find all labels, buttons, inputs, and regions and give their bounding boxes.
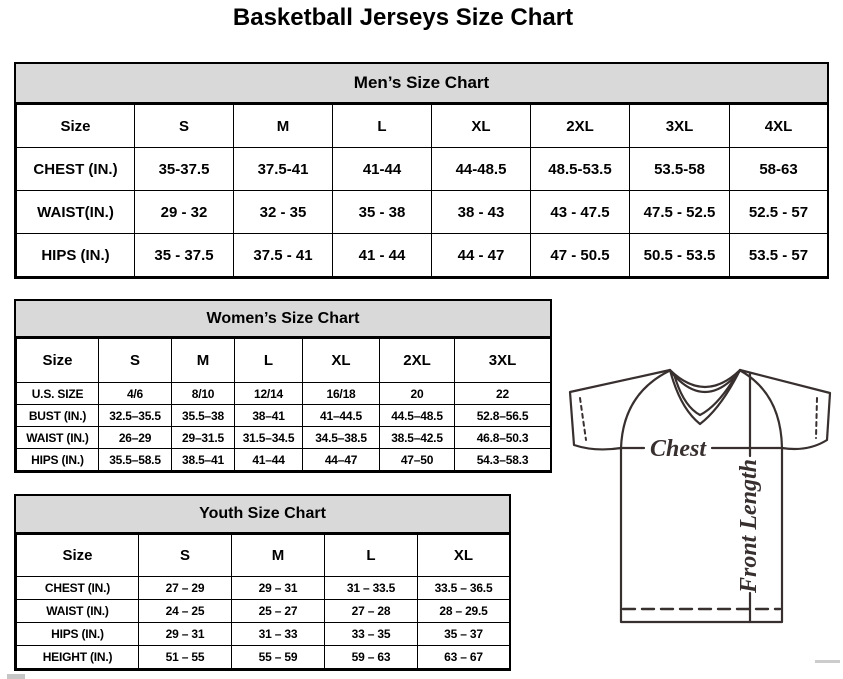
measurement-row-label: WAIST (IN.) (17, 600, 139, 623)
measurement-row (17, 405, 551, 427)
measurement-row-label: CHEST (IN.) (17, 148, 135, 191)
measurement-value-cell: 32 - 35 (234, 191, 333, 234)
womens-size-table (16, 338, 551, 471)
measurement-value-cell: 35.5–58.5 (99, 449, 172, 471)
size-column-header: L (333, 105, 432, 148)
measurement-value-cell: 29 - 32 (135, 191, 234, 234)
size-column-header: M (232, 535, 325, 577)
measurement-value-cell: 44.5–48.5 (380, 405, 455, 427)
measurement-value-cell: 22 (455, 383, 551, 405)
measurement-value-cell: 41–44.5 (303, 405, 380, 427)
measurement-value-cell: 58-63 (730, 148, 828, 191)
measurement-value-cell: 59 – 63 (325, 646, 418, 669)
youth-size-table (16, 534, 510, 669)
measurement-value-cell: 38–41 (235, 405, 303, 427)
size-column-header: L (235, 339, 303, 383)
page-title: Basketball Jerseys Size Chart (232, 4, 574, 31)
measurement-value-cell: 20 (380, 383, 455, 405)
size-header-row (17, 535, 510, 577)
scrollbar-fragment-left (7, 674, 25, 679)
front-length-label: Front Length (736, 458, 762, 594)
measurement-value-cell: 35-37.5 (135, 148, 234, 191)
measurement-row-label: HIPS (IN.) (17, 623, 139, 646)
size-column-header: XL (303, 339, 380, 383)
measurement-value-cell: 52.5 - 57 (730, 191, 828, 234)
measurement-value-cell: 55 – 59 (232, 646, 325, 669)
measurement-row (17, 383, 551, 405)
measurement-row-label: CHEST (IN.) (17, 577, 139, 600)
measurement-value-cell: 44–47 (303, 449, 380, 471)
size-column-header: M (234, 105, 333, 148)
jersey-outline (570, 370, 830, 622)
size-column-header: L (325, 535, 418, 577)
youth-chart-title: Youth Size Chart (16, 496, 509, 534)
measurement-value-cell: 12/14 (235, 383, 303, 405)
scrollbar-fragment-right (815, 660, 840, 663)
size-column-header: S (139, 535, 232, 577)
measurement-value-cell: 4/6 (99, 383, 172, 405)
measurement-value-cell: 27 – 29 (139, 577, 232, 600)
measurement-value-cell: 35 - 38 (333, 191, 432, 234)
size-column-header: XL (432, 105, 531, 148)
womens-chart-title: Women’s Size Chart (16, 301, 550, 338)
measurement-value-cell: 29–31.5 (172, 427, 235, 449)
size-header-row (17, 339, 551, 383)
measurement-value-cell: 33 – 35 (325, 623, 418, 646)
measurement-row (17, 148, 828, 191)
measurement-value-cell: 16/18 (303, 383, 380, 405)
size-label-header: Size (17, 105, 135, 148)
measurement-row-label: HIPS (IN.) (17, 449, 99, 471)
size-column-header: 4XL (730, 105, 828, 148)
measurement-value-cell: 38.5–41 (172, 449, 235, 471)
measurement-row-label: WAIST (IN.) (17, 427, 99, 449)
measurement-value-cell: 24 – 25 (139, 600, 232, 623)
measurement-value-cell: 8/10 (172, 383, 235, 405)
measurement-value-cell: 53.5 - 57 (730, 234, 828, 277)
size-column-header: 2XL (531, 105, 630, 148)
left-cuff-dashed-line (580, 398, 586, 440)
right-cuff-dashed-line (816, 398, 817, 438)
measurement-value-cell: 41–44 (235, 449, 303, 471)
womens-size-chart (14, 299, 552, 473)
size-column-header: XL (418, 535, 510, 577)
measurement-value-cell: 47 - 50.5 (531, 234, 630, 277)
size-header-row (17, 105, 828, 148)
measurement-row (17, 623, 510, 646)
measurement-value-cell: 48.5-53.5 (531, 148, 630, 191)
measurement-value-cell: 32.5–35.5 (99, 405, 172, 427)
measurement-value-cell: 46.8–50.3 (455, 427, 551, 449)
measurement-value-cell: 35.5–38 (172, 405, 235, 427)
measurement-value-cell: 25 – 27 (232, 600, 325, 623)
measurement-value-cell: 37.5 - 41 (234, 234, 333, 277)
measurement-row (17, 577, 510, 600)
size-column-header: 2XL (380, 339, 455, 383)
measurement-row (17, 191, 828, 234)
measurement-value-cell: 31 – 33.5 (325, 577, 418, 600)
size-column-header: S (99, 339, 172, 383)
measurement-value-cell: 33.5 – 36.5 (418, 577, 510, 600)
measurement-value-cell: 29 – 31 (232, 577, 325, 600)
measurement-row (17, 600, 510, 623)
measurement-value-cell: 31.5–34.5 (235, 427, 303, 449)
measurement-value-cell: 28 – 29.5 (418, 600, 510, 623)
measurement-value-cell: 51 – 55 (139, 646, 232, 669)
measurement-row-label: WAIST(IN.) (17, 191, 135, 234)
mens-size-table (16, 104, 828, 277)
measurement-value-cell: 37.5-41 (234, 148, 333, 191)
measurement-value-cell: 50.5 - 53.5 (630, 234, 730, 277)
measurement-value-cell: 38.5–42.5 (380, 427, 455, 449)
measurement-row-label: HEIGHT (IN.) (17, 646, 139, 669)
measurement-value-cell: 27 – 28 (325, 600, 418, 623)
youth-size-chart (14, 494, 511, 671)
measurement-value-cell: 54.3–58.3 (455, 449, 551, 471)
measurement-row-label: BUST (IN.) (17, 405, 99, 427)
measurement-value-cell: 53.5-58 (630, 148, 730, 191)
measurement-row-label: HIPS (IN.) (17, 234, 135, 277)
measurement-value-cell: 41-44 (333, 148, 432, 191)
right-sleeve-seam (741, 371, 782, 448)
measurement-value-cell: 34.5–38.5 (303, 427, 380, 449)
size-column-header: M (172, 339, 235, 383)
measurement-value-cell: 47–50 (380, 449, 455, 471)
measurement-value-cell: 47.5 - 52.5 (630, 191, 730, 234)
measurement-value-cell: 43 - 47.5 (531, 191, 630, 234)
measurement-value-cell: 44-48.5 (432, 148, 531, 191)
measurement-value-cell: 35 – 37 (418, 623, 510, 646)
measurement-value-cell: 35 - 37.5 (135, 234, 234, 277)
measurement-value-cell: 44 - 47 (432, 234, 531, 277)
size-label-header: Size (17, 339, 99, 383)
measurement-value-cell: 38 - 43 (432, 191, 531, 234)
measurement-value-cell: 31 – 33 (232, 623, 325, 646)
measurement-value-cell: 29 – 31 (139, 623, 232, 646)
measurement-row (17, 646, 510, 669)
size-label-header: Size (17, 535, 139, 577)
jersey-diagram (560, 360, 840, 628)
size-column-header: 3XL (455, 339, 551, 383)
mens-size-chart (14, 62, 829, 279)
measurement-row (17, 449, 551, 471)
measurement-row-label: U.S. SIZE (17, 383, 99, 405)
measurement-value-cell: 26–29 (99, 427, 172, 449)
mens-chart-title: Men’s Size Chart (16, 64, 827, 104)
measurement-row (17, 427, 551, 449)
measurement-value-cell: 52.8–56.5 (455, 405, 551, 427)
measurement-value-cell: 63 – 67 (418, 646, 510, 669)
chest-label: Chest (649, 436, 707, 462)
size-column-header: S (135, 105, 234, 148)
measurement-row (17, 234, 828, 277)
size-column-header: 3XL (630, 105, 730, 148)
measurement-value-cell: 41 - 44 (333, 234, 432, 277)
